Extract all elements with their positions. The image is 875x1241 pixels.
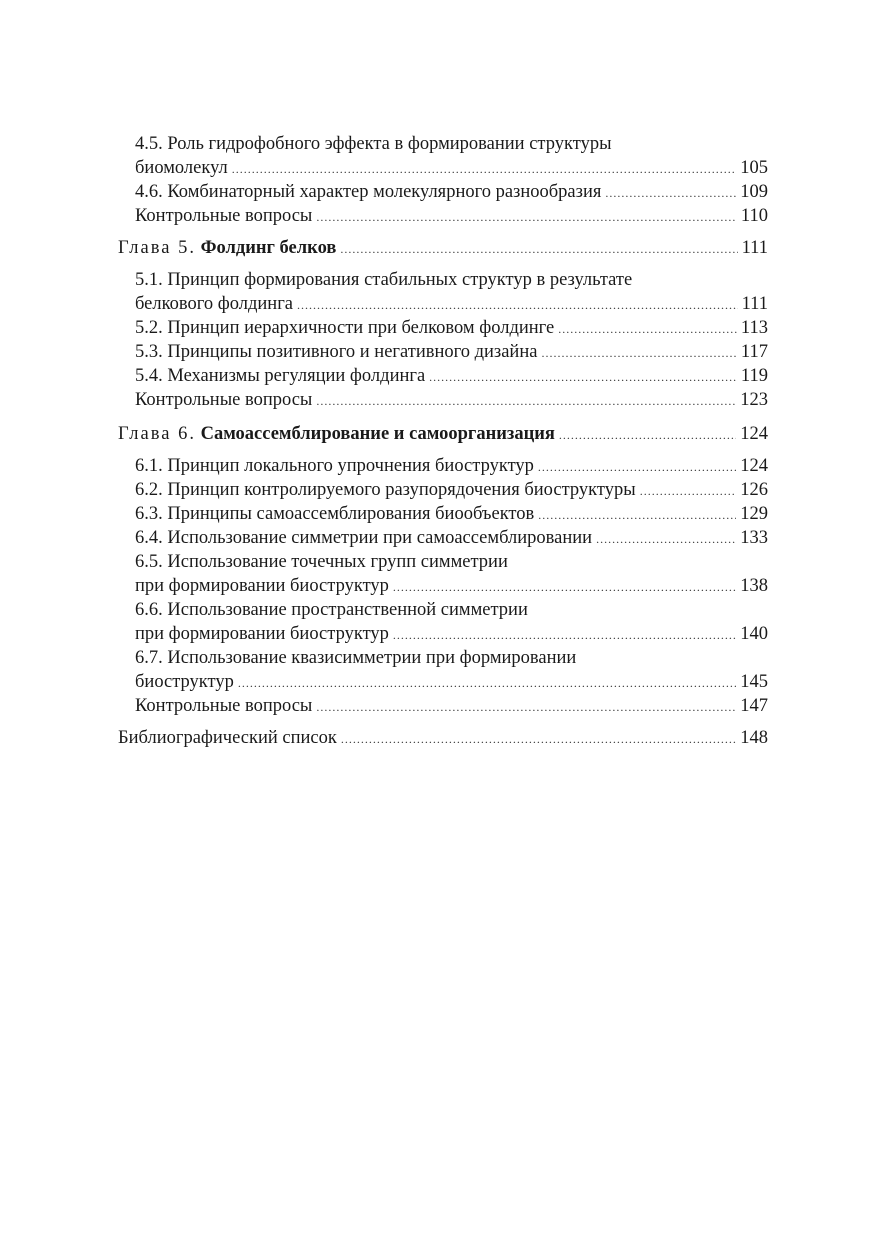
toc-chapter-heading xyxy=(118,236,336,260)
toc-page-number: 111 xyxy=(741,238,768,258)
toc-entry-5-3[interactable] xyxy=(118,340,768,364)
toc-entry-title: Контрольные вопросы xyxy=(135,206,313,226)
toc-entry-4-6[interactable] xyxy=(118,180,768,204)
toc-page-number: 126 xyxy=(740,480,768,500)
toc-entry-questions-6[interactable] xyxy=(118,694,768,718)
toc-entry-4-5[interactable] xyxy=(118,156,768,180)
dot-leader xyxy=(316,389,736,413)
toc-entry-6-4[interactable] xyxy=(118,526,768,550)
toc-page-number: 113 xyxy=(740,318,768,338)
toc-entry-title: 6.7. Использование квазисимметрии при формировании xyxy=(135,648,577,668)
toc-page-number: 111 xyxy=(741,294,768,314)
toc-entry-6-5[interactable] xyxy=(118,574,768,598)
toc-page-number: 148 xyxy=(740,728,768,748)
toc-entry-6-6[interactable] xyxy=(118,622,768,646)
chapter-title: Фолдинг белков xyxy=(200,238,337,258)
toc-entry-title: Контрольные вопросы xyxy=(135,390,313,410)
toc-entry-title: 5.1. Принцип формирования стабильных структур в результате xyxy=(135,270,633,290)
toc-entry-title: 4.5. Роль гидрофобного эффекта в формировании структуры xyxy=(135,134,612,154)
chapter-title: Самоассемблирование и самоорганизация xyxy=(200,424,555,444)
toc-entry-title: при формировании биоструктур xyxy=(135,576,389,596)
dot-leader xyxy=(605,181,736,205)
dot-leader xyxy=(596,527,736,551)
toc-entry-6-6-line1 xyxy=(118,598,768,622)
toc-entry-title: 6.4. Использование симметрии при самоассемблировании xyxy=(135,528,593,548)
dot-leader xyxy=(393,575,736,599)
dot-leader xyxy=(393,623,736,647)
toc-entry-6-3[interactable] xyxy=(118,502,768,526)
dot-leader xyxy=(541,341,736,365)
chapter-label: Глава 6. xyxy=(118,424,196,444)
toc-chapter-heading xyxy=(118,422,555,446)
toc-entry-title: 4.6. Комбинаторный характер молекулярного разнообразия xyxy=(135,182,602,202)
toc-page-number: 105 xyxy=(740,158,768,178)
toc-page-number: 123 xyxy=(740,390,768,410)
dot-leader xyxy=(341,727,736,751)
toc-entry-questions-4[interactable] xyxy=(118,204,768,228)
toc-entry-title: биоструктур xyxy=(135,672,234,692)
toc-entry-title: биомолекул xyxy=(135,158,228,178)
toc-entry-6-2[interactable] xyxy=(118,478,768,502)
chapter-label: Глава 5. xyxy=(118,238,196,258)
dot-leader xyxy=(238,671,736,695)
toc-page-number: 140 xyxy=(740,624,768,644)
dot-leader xyxy=(316,205,737,229)
toc-page-number: 110 xyxy=(740,206,768,226)
toc-entry-title: 6.5. Использование точечных групп симметрии xyxy=(135,552,508,572)
toc-entry-title: 5.4. Механизмы регуляции фолдинга xyxy=(135,366,426,386)
toc-entry-6-5-line1 xyxy=(118,550,768,574)
toc-entry-title: при формировании биоструктур xyxy=(135,624,389,644)
toc-entry-title: белкового фолдинга xyxy=(135,294,294,314)
toc-entry-5-4[interactable] xyxy=(118,364,768,388)
toc-entry-title: 6.3. Принципы самоассемблирования биообъектов xyxy=(135,504,535,524)
toc-entry-title: 5.2. Принцип иерархичности при белковом фолдинге xyxy=(135,318,555,338)
toc-page-number: 133 xyxy=(740,528,768,548)
toc-entry-5-1[interactable] xyxy=(118,292,768,316)
toc-entry-title: 6.6. Использование пространственной симметрии xyxy=(135,600,528,620)
toc-page-number: 124 xyxy=(740,456,768,476)
toc-page-number: 117 xyxy=(740,342,768,362)
toc-entry-6-7[interactable] xyxy=(118,670,768,694)
toc-page-number: 119 xyxy=(740,366,768,386)
dot-leader xyxy=(640,479,737,503)
toc-entry-4-5-line1 xyxy=(118,132,768,156)
toc-entry-title: 5.3. Принципы позитивного и негативного дизайна xyxy=(135,342,538,362)
dot-leader xyxy=(559,423,736,447)
toc-bibliography[interactable] xyxy=(118,726,768,750)
toc-chapter-5[interactable] xyxy=(118,236,768,260)
toc-entry-title: Контрольные вопросы xyxy=(135,696,313,716)
dot-leader xyxy=(429,365,737,389)
dot-leader xyxy=(558,317,737,341)
toc-entry-5-2[interactable] xyxy=(118,316,768,340)
toc-page-number: 147 xyxy=(740,696,768,716)
toc-page-number: 129 xyxy=(740,504,768,524)
dot-leader xyxy=(538,455,736,479)
dot-leader xyxy=(538,503,736,527)
dot-leader xyxy=(316,695,736,719)
toc-page-number: 109 xyxy=(740,182,768,202)
dot-leader xyxy=(297,293,738,317)
dot-leader xyxy=(232,157,736,181)
toc-entry-questions-5[interactable] xyxy=(118,388,768,412)
toc-page-number: 138 xyxy=(740,576,768,596)
toc-entry-6-7-line1 xyxy=(118,646,768,670)
toc-entry-title: Библиографический список xyxy=(118,728,337,748)
toc-page-number: 145 xyxy=(740,672,768,692)
toc-chapter-6[interactable] xyxy=(118,422,768,446)
toc-entry-title: 6.2. Принцип контролируемого разупорядочения биоструктуры xyxy=(135,480,636,500)
toc-entry-title: 6.1. Принцип локального упрочнения биоструктур xyxy=(135,456,534,476)
dot-leader xyxy=(340,237,737,261)
toc-entry-5-1-line1 xyxy=(118,268,768,292)
table-of-contents xyxy=(118,132,768,750)
toc-page-number: 124 xyxy=(740,424,768,444)
toc-entry-6-1[interactable] xyxy=(118,454,768,478)
